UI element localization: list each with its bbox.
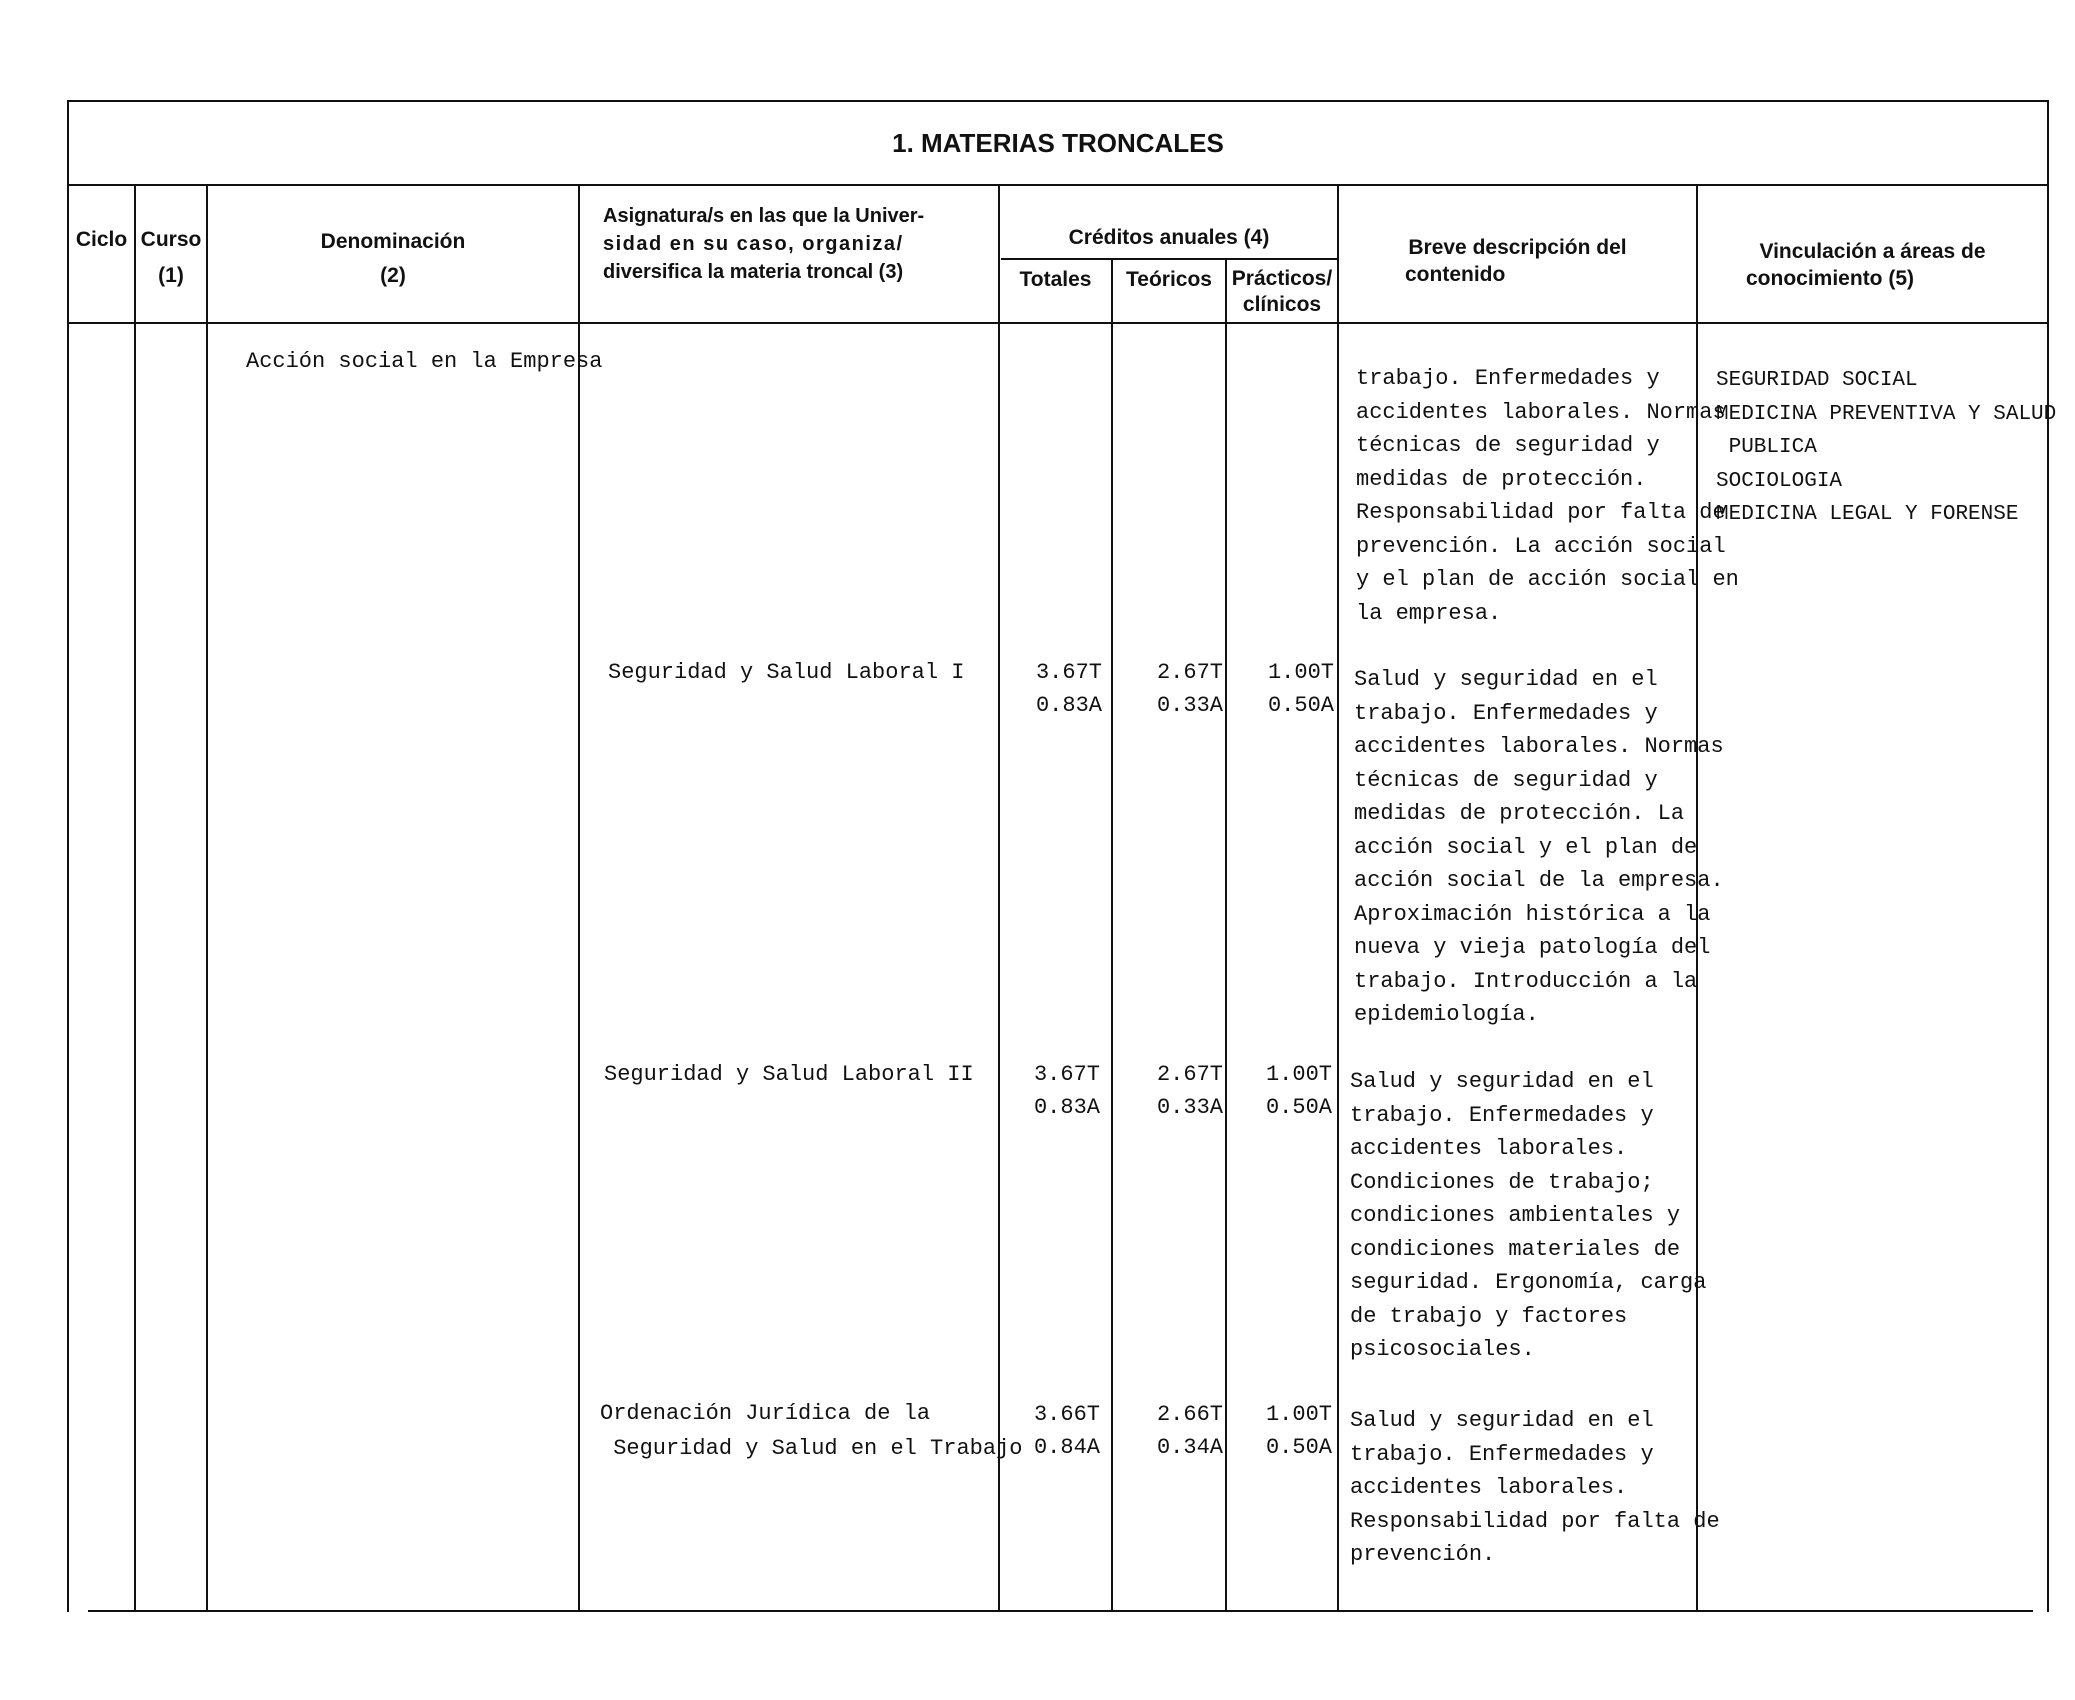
credit-value: 3.67T <box>1035 660 1102 685</box>
credit-value: 0.83A <box>1035 693 1102 718</box>
credit-value: 0.34A <box>1156 1435 1223 1460</box>
col-rule-denominacion <box>206 186 208 1612</box>
header-curso <box>136 226 206 290</box>
subject-description: Salud y seguridad en el trabajo. Enfermedades y accidentes laborales. Responsabilidad por falta de prevención. <box>1350 1408 1720 1567</box>
credit-value: 0.50A <box>1265 1095 1332 1120</box>
creditos-divider <box>1001 258 1339 260</box>
col-rule-breve <box>1337 186 1339 1612</box>
credit-value: 1.00T <box>1265 1062 1332 1087</box>
subject-name: Seguridad y Salud Laboral II <box>604 1062 974 1087</box>
subject-description: Salud y seguridad en el trabajo. Enfermedades y accidentes laborales. Condiciones de trabajo; condiciones ambientales y condiciones materiales de seguridad. Ergonomía, carga de trabajo y factores psicosociales. <box>1350 1069 1707 1362</box>
header-ciclo-label: Ciclo <box>75 228 128 251</box>
table-frame <box>67 100 2049 1612</box>
credit-value: 0.83A <box>1033 1095 1100 1120</box>
credit-value: 2.67T <box>1156 1062 1223 1087</box>
credit-value: 2.67T <box>1156 660 1223 685</box>
credit-value: 3.67T <box>1033 1062 1100 1087</box>
areas-list: SEGURIDAD SOCIAL MEDICINA PREVENTIVA Y SALUD PUBLICA SOCIOLOGIA MEDICINA LEGAL Y FORENSE <box>1716 369 2057 526</box>
credit-value: 3.66T <box>1033 1402 1100 1427</box>
subject-teoricos <box>1113 1058 1223 1124</box>
credit-value: 1.00T <box>1265 1402 1332 1427</box>
header-practicos-line2: clínicos <box>1242 293 1322 316</box>
header-vinculacion-line2: conocimiento (5) <box>1746 267 1915 290</box>
header-ciclo <box>69 226 134 254</box>
credit-value: 1.00T <box>1267 660 1334 685</box>
credit-value: 0.84A <box>1033 1435 1100 1460</box>
subject-practicos <box>1227 1058 1332 1124</box>
header-denominacion <box>208 228 578 290</box>
header-practicos <box>1227 266 1337 318</box>
header-asignatura <box>603 202 993 286</box>
credit-value: 0.33A <box>1156 693 1223 718</box>
header-breve <box>1339 234 1696 288</box>
subject-totales <box>1000 1398 1100 1464</box>
header-asignatura-line1: Asignatura/s en las que la Univer- <box>603 205 925 227</box>
header-vinculacion-line1: Vinculación a áreas de <box>1759 240 1986 263</box>
header-curso-label: Curso <box>140 228 202 251</box>
col-rule-curso <box>134 186 136 1612</box>
header-vinculacion <box>1698 238 2047 292</box>
subject-practicos <box>1227 1398 1332 1464</box>
header-curso-note: (1) <box>158 264 184 287</box>
subject-totales <box>1000 1058 1100 1124</box>
subject-practicos <box>1227 656 1334 722</box>
header-totales: Totales <box>1019 268 1092 291</box>
credit-value: 0.50A <box>1265 1435 1332 1460</box>
header-practicos-line1: Prácticos/ <box>1231 267 1333 290</box>
credit-value: 0.50A <box>1267 693 1334 718</box>
header-asignatura-line2: sidad en su caso, organiza/ <box>603 233 904 255</box>
subject-name: Seguridad y Salud Laboral I <box>608 660 965 685</box>
intro-description: trabajo. Enfermedades y accidentes laborales. Normas técnicas de seguridad y medidas de protección. Responsabilidad por falta de prevención. La acción social y el plan de acción social en la empresa. <box>1356 366 1739 626</box>
denominacion-value: Acción social en la Empresa <box>246 349 603 374</box>
table-bottom-rule <box>88 1610 2033 1612</box>
subject-teoricos <box>1113 656 1223 722</box>
credit-value: 2.66T <box>1156 1402 1223 1427</box>
subject-totales <box>1000 656 1102 722</box>
header-creditos: Créditos anuales (4) <box>1068 226 1270 249</box>
subject-description: Salud y seguridad en el trabajo. Enfermedades y accidentes laborales. Normas técnicas de seguridad y medidas de protección. La acción social y el plan de acción social de la empresa. Aproximación histórica a la nueva y vieja patología del trabajo. Introducción a la epidemiología. <box>1354 667 1724 1027</box>
title-divider <box>67 184 2049 186</box>
credit-value: 0.33A <box>1156 1095 1223 1120</box>
header-teoricos: Teóricos <box>1126 268 1212 291</box>
subject-name: Ordenación Jurídica de la Seguridad y Salud en el Trabajo <box>600 1401 1023 1461</box>
header-breve-line1: Breve descripción del <box>1408 236 1627 259</box>
header-denominacion-note: (2) <box>380 264 406 287</box>
page-title: 1. MATERIAS TRONCALES <box>892 128 1224 158</box>
header-asignatura-line3: diversifica la materia troncal (3) <box>603 261 904 283</box>
subject-teoricos <box>1113 1398 1223 1464</box>
col-rule-asignatura <box>578 186 580 1612</box>
header-breve-line2: contenido <box>1405 263 1506 286</box>
header-divider <box>67 322 2049 324</box>
header-denominacion-label: Denominación <box>320 230 466 253</box>
